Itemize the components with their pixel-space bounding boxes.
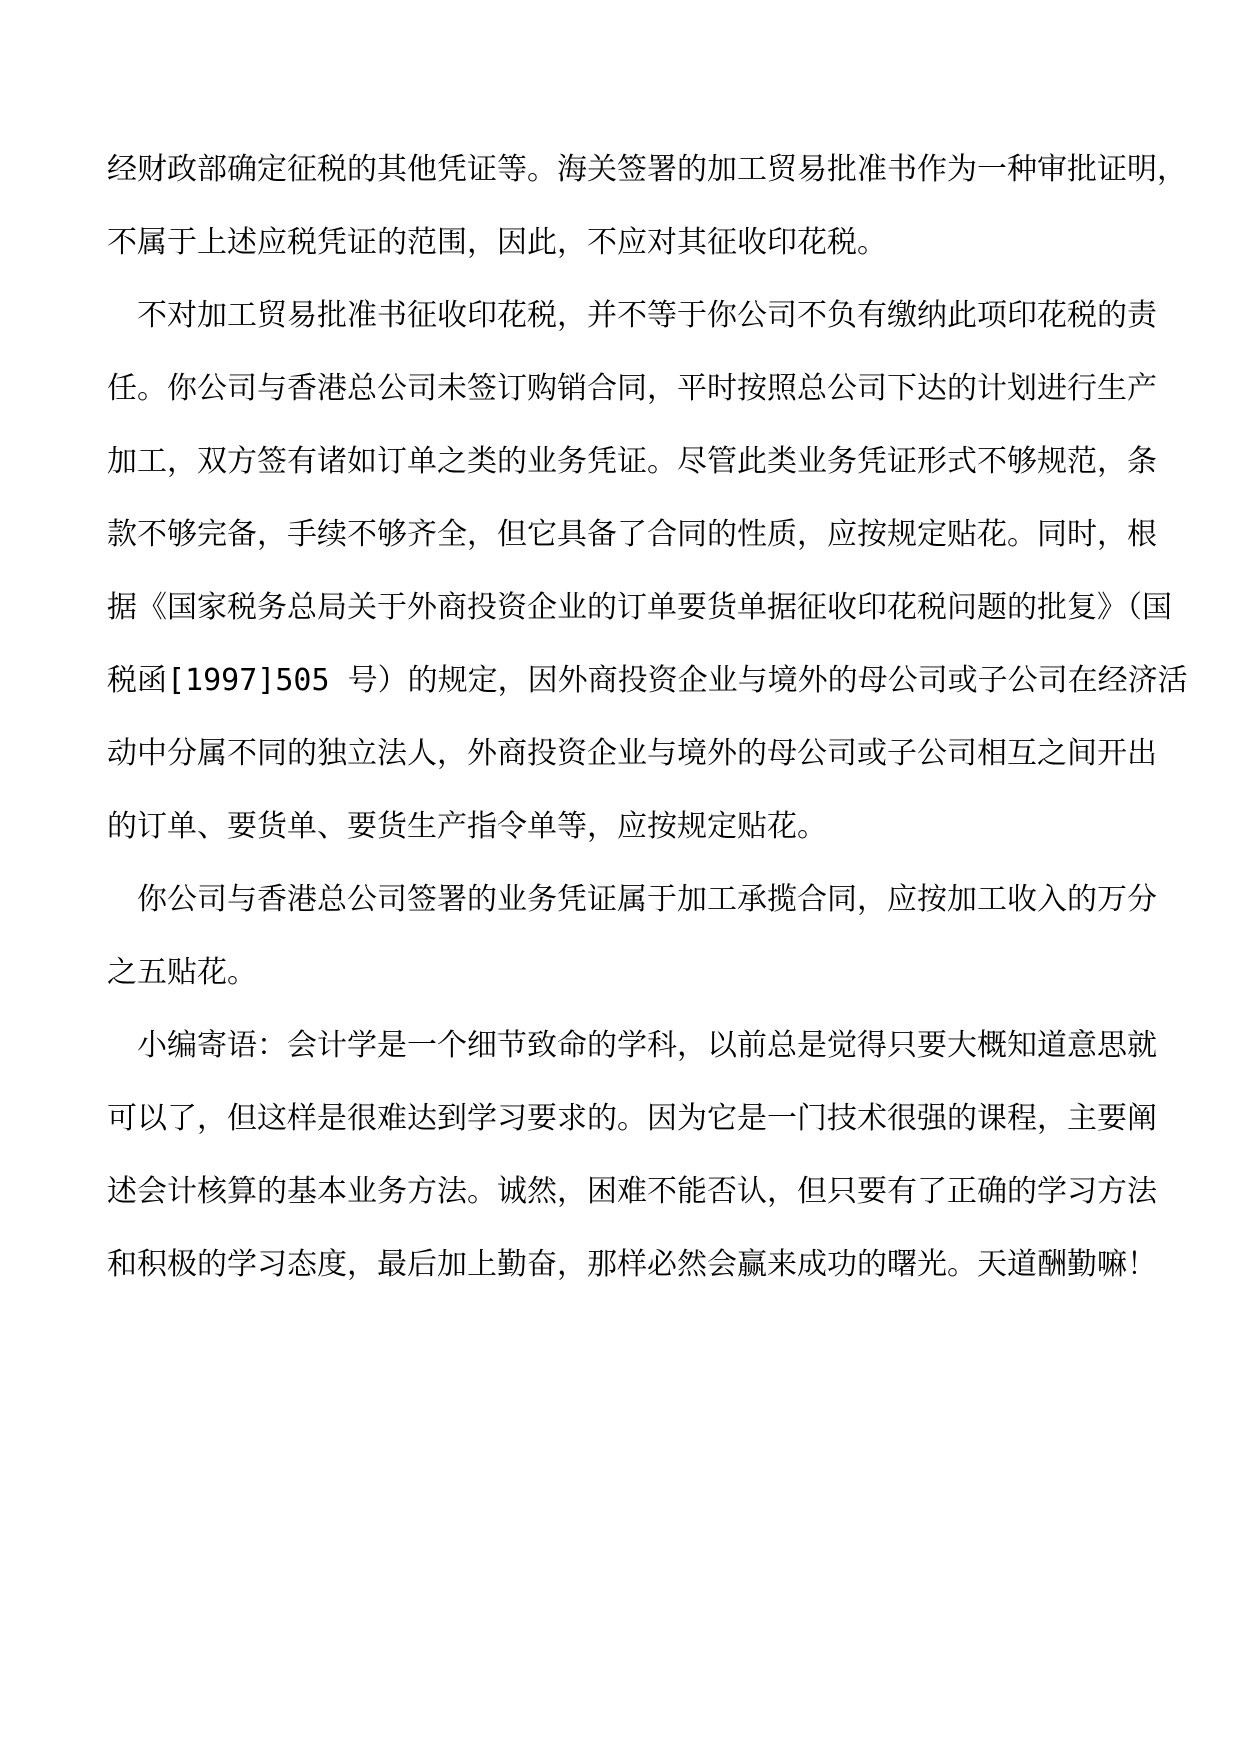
paragraph-2-line-3: 加工，双方签有诸如订单之类的业务凭证。尽管此类业务凭证形式不够规范，条: [107, 444, 1157, 479]
paragraph-4-line-1: 小编寄语：会计学是一个细节致命的学科，以前总是觉得只要大概知道意思就: [137, 1028, 1157, 1063]
paragraph-2-line-4: 款不够完备，手续不够齐全，但它具备了合同的性质，应按规定贴花。同时，根: [107, 517, 1157, 552]
paragraph-4-line-2: 可以了，但这样是很难达到学习要求的。因为它是一门技术很强的课程，主要阐: [107, 1101, 1157, 1136]
paragraph-2-line-8: 的订单、要货单、要货生产指令单等，应按规定贴花。: [107, 809, 827, 844]
paragraph-2-line-7: 动中分属不同的独立法人，外商投资企业与境外的母公司或子公司相互之间开出: [107, 736, 1157, 771]
paragraph-2-line-2: 任。你公司与香港总公司未签订购销合同，平时按照总公司下达的计划进行生产: [107, 371, 1157, 406]
paragraph-2-line-5: 据《国家税务总局关于外商投资企业的订单要货单据征收印花税问题的批复》（国: [107, 590, 1172, 625]
paragraph-2-line-1: 不对加工贸易批准书征收印花税，并不等于你公司不负有缴纳此项印花税的责: [137, 298, 1157, 333]
paragraph-2-line-6: 税函[1997]505 号）的规定，因外商投资企业与境外的母公司或子公司在经济活: [107, 663, 1188, 698]
paragraph-3-line-2: 之五贴花。: [107, 955, 257, 990]
paragraph-1-line-1: 经财政部确定征税的其他凭证等。海关签署的加工贸易批准书作为一种审批证明，: [107, 152, 1187, 187]
paragraph-3-line-1: 你公司与香港总公司签署的业务凭证属于加工承揽合同，应按加工收入的万分: [137, 882, 1157, 917]
paragraph-4-line-4: 和积极的学习态度，最后加上勤奋，那样必然会赢来成功的曙光。天道酬勤嘛！: [107, 1247, 1157, 1282]
paragraph-4-line-3: 述会计核算的基本业务方法。诚然，困难不能否认，但只要有了正确的学习方法: [107, 1174, 1157, 1209]
paragraph-1-line-2: 不属于上述应税凭证的范围，因此，不应对其征收印花税。: [107, 225, 887, 260]
